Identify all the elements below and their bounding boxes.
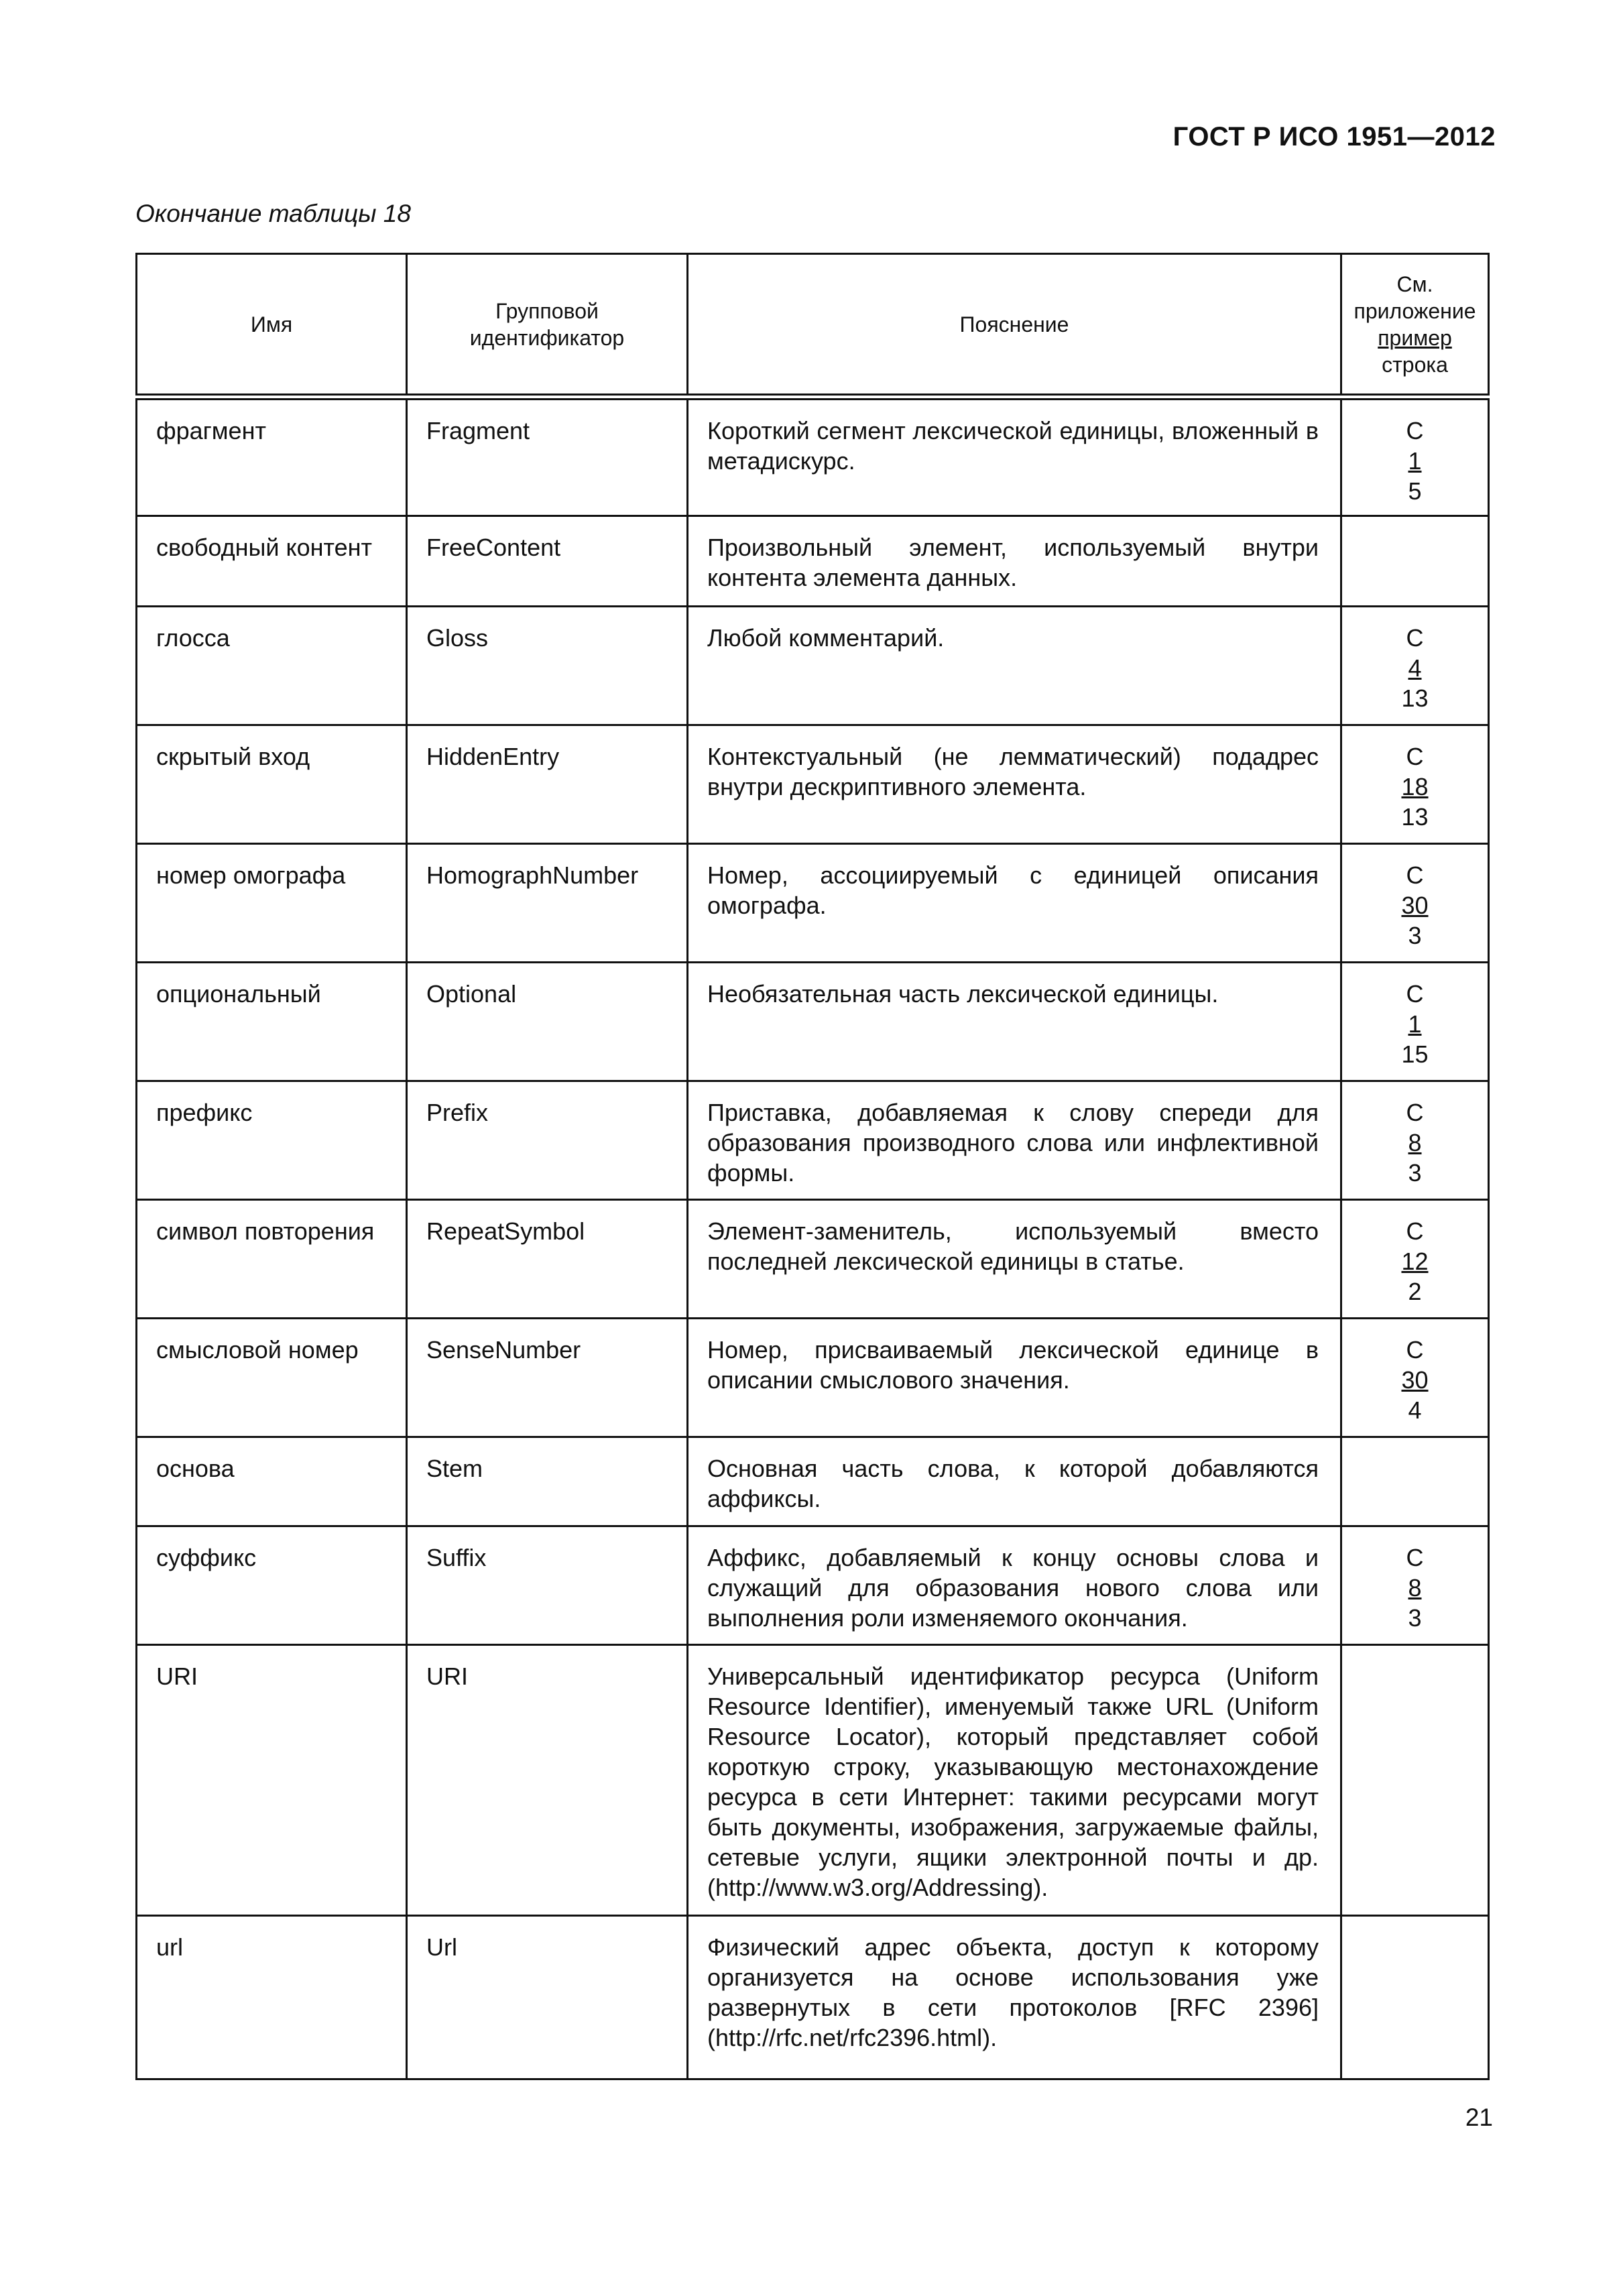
ref-line: 3: [1408, 1604, 1422, 1632]
cell-explanation: Основная часть слова, к которой добавляются аффиксы.: [688, 1437, 1341, 1526]
cell-group-id: FreeContent: [407, 516, 688, 606]
cell-name: свободный контент: [137, 516, 407, 606]
cell-name: url: [137, 1915, 407, 2079]
column-header-see-line3: пример: [1378, 325, 1452, 350]
column-header-name: [137, 254, 407, 398]
cell-group-id: HomographNumber: [407, 843, 688, 962]
cell-name: номер омографа: [137, 843, 407, 962]
cell-name: скрытый вход: [137, 725, 407, 843]
cell-reference: [1341, 1644, 1489, 1915]
cell-name: URI: [137, 1644, 407, 1915]
cell-name: символ повторения: [137, 1199, 407, 1318]
ref-example: 8: [1408, 1573, 1422, 1602]
cell-group-id: Fragment: [407, 397, 688, 516]
cell-explanation: Физический адрес объекта, доступ к которому организуется на основе использования уже развернутых в сети протоколов [RFC 2396] (http://rfc.net/rfc2396.html).: [688, 1915, 1341, 2079]
ref-annex: C: [1406, 1335, 1424, 1364]
column-header-see-line1: См.: [1396, 271, 1433, 296]
ref-example: 4: [1408, 654, 1422, 682]
column-header-see-line4: строка: [1382, 352, 1448, 377]
cell-group-id: Optional: [407, 962, 688, 1081]
ref-example: 1: [1408, 447, 1422, 475]
cell-explanation: Любой комментарий.: [688, 606, 1341, 725]
column-header-group-line1: Групповой: [495, 298, 599, 323]
ref-annex: C: [1406, 861, 1424, 889]
ref-annex: C: [1406, 417, 1424, 444]
cell-group-id: Stem: [407, 1437, 688, 1526]
table-row: [137, 1081, 1489, 1199]
cell-group-id: URI: [407, 1644, 688, 1915]
cell-reference: [1341, 1318, 1489, 1437]
cell-explanation: Универсальный идентификатор ресурса (Uniform Resource Identifier), именуемый также URL (Uniform Resource Locator), который представляет собой короткую строку, указывающую местонахождение ресурса в сети Интернет: такими ресурсами могут быть документы, изображения, загружаемые файлы, сетевые услуги, ящики электронной почты и др. (http://www.w3.org/Addressing).: [688, 1644, 1341, 1915]
table-row: [137, 1915, 1489, 2079]
cell-group-id: RepeatSymbol: [407, 1199, 688, 1318]
cell-name: смысловой номер: [137, 1318, 407, 1437]
cell-explanation: Номер, присваиваемый лексической единице в описании смыслового значения.: [688, 1318, 1341, 1437]
ref-annex: C: [1406, 742, 1424, 770]
ref-example: 18: [1401, 772, 1429, 800]
ref-annex: C: [1406, 623, 1424, 652]
column-header-group-id: [407, 254, 688, 398]
ref-line: 13: [1401, 802, 1429, 831]
cell-reference: [1341, 1081, 1489, 1199]
cell-reference: [1341, 1915, 1489, 2079]
cell-reference: [1341, 1199, 1489, 1318]
ref-annex: C: [1406, 1217, 1424, 1245]
cell-reference: [1341, 397, 1489, 516]
cell-explanation: Номер, ассоциируемый с единицей описания омографа.: [688, 843, 1341, 962]
cell-explanation: Контекстуальный (не лемматический) подадрес внутри дескриптивного элемента.: [688, 725, 1341, 843]
cell-explanation: Необязательная часть лексической единицы.: [688, 962, 1341, 1081]
cell-reference: [1341, 1437, 1489, 1526]
cell-reference: [1341, 843, 1489, 962]
cell-explanation: Элемент-заменитель, используемый вместо последней лексической единицы в статье.: [688, 1199, 1341, 1318]
column-header-see: [1341, 254, 1489, 398]
table-row: [137, 1199, 1489, 1318]
ref-annex: C: [1406, 1543, 1424, 1571]
ref-example: 1: [1408, 1010, 1422, 1038]
cell-name: основа: [137, 1437, 407, 1526]
table-row: [137, 606, 1489, 725]
cell-reference: [1341, 1526, 1489, 1644]
cell-reference: [1341, 516, 1489, 606]
ref-line: 15: [1401, 1040, 1429, 1068]
ref-example: 8: [1408, 1128, 1422, 1156]
table-header-row: [137, 254, 1489, 398]
cell-reference: [1341, 606, 1489, 725]
cell-group-id: Gloss: [407, 606, 688, 725]
column-header-explanation: [688, 254, 1341, 398]
cell-reference: [1341, 725, 1489, 843]
cell-name: фрагмент: [137, 397, 407, 516]
table-row: [137, 843, 1489, 962]
ref-line: 3: [1408, 921, 1422, 949]
table-row: [137, 725, 1489, 843]
table-row: [137, 1318, 1489, 1437]
table-row: [137, 1644, 1489, 1915]
document-standard-header: ГОСТ Р ИСО 1951—2012: [1173, 122, 1496, 152]
cell-reference: [1341, 962, 1489, 1081]
cell-group-id: SenseNumber: [407, 1318, 688, 1437]
ref-line: 4: [1408, 1396, 1422, 1424]
ref-line: 5: [1408, 477, 1422, 505]
cell-explanation: Короткий сегмент лексической единицы, вложенный в метадискурс.: [688, 397, 1341, 516]
cell-group-id: Suffix: [407, 1526, 688, 1644]
table-row: [137, 397, 1489, 516]
cell-name: опциональный: [137, 962, 407, 1081]
cell-explanation: Приставка, добавляемая к слову спереди для образования производного слова или инфлективной формы.: [688, 1081, 1341, 1199]
column-header-explanation-label: Пояснение: [959, 312, 1069, 337]
ref-example: 12: [1401, 1247, 1429, 1275]
ref-example: 30: [1401, 1366, 1429, 1394]
ref-annex: C: [1406, 1098, 1424, 1126]
cell-explanation: Произвольный элемент, используемый внутри контента элемента данных.: [688, 516, 1341, 606]
definitions-table: [135, 253, 1490, 2080]
table-row: [137, 962, 1489, 1081]
cell-name: префикс: [137, 1081, 407, 1199]
cell-group-id: Prefix: [407, 1081, 688, 1199]
table-caption: Окончание таблицы 18: [135, 200, 411, 227]
cell-group-id: Url: [407, 1915, 688, 2079]
column-header-name-label: Имя: [250, 312, 293, 337]
cell-name: глосса: [137, 606, 407, 725]
table-row: [137, 1437, 1489, 1526]
ref-example: 30: [1401, 891, 1429, 919]
ref-line: 13: [1401, 684, 1429, 712]
cell-explanation: Аффикс, добавляемый к концу основы слова и служащий для образования нового слова или выполнения роли изменяемого окончания.: [688, 1526, 1341, 1644]
table-row: [137, 516, 1489, 606]
cell-name: суффикс: [137, 1526, 407, 1644]
table-row: [137, 1526, 1489, 1644]
cell-group-id: HiddenEntry: [407, 725, 688, 843]
page-number: 21: [1465, 2104, 1493, 2131]
column-header-see-line2: приложение: [1354, 298, 1476, 323]
ref-line: 2: [1408, 1277, 1422, 1305]
ref-line: 3: [1408, 1158, 1422, 1187]
column-header-group-line2: идентификатор: [469, 325, 625, 350]
ref-annex: C: [1406, 979, 1424, 1008]
